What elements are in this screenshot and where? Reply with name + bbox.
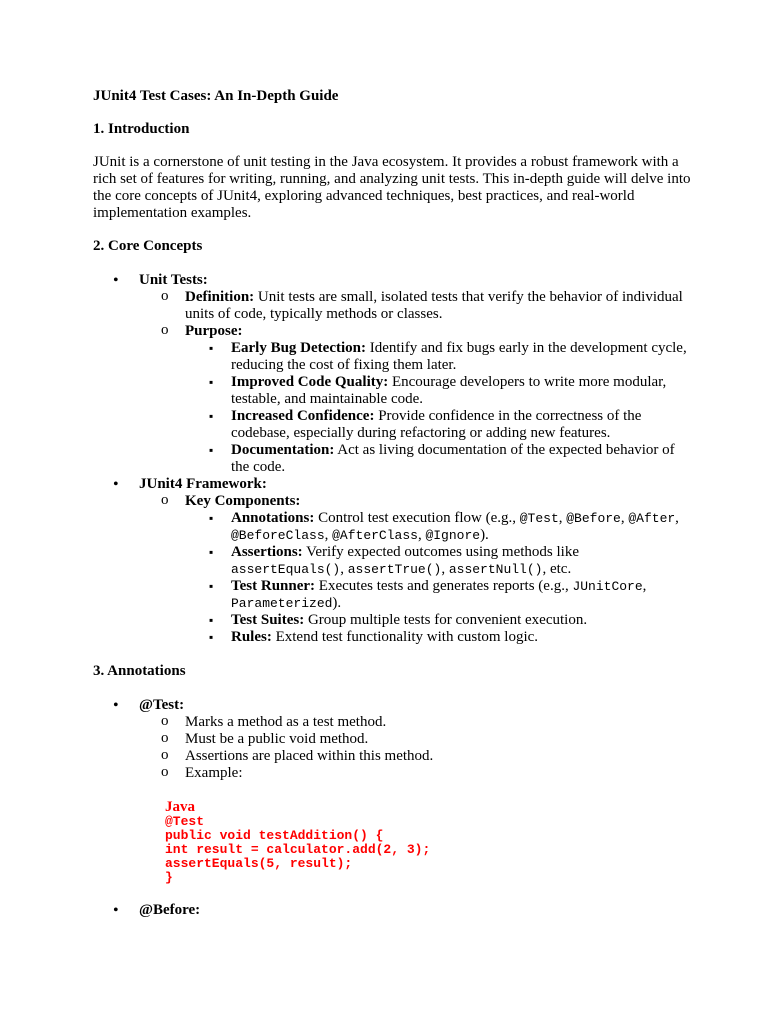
separator: , bbox=[324, 527, 333, 543]
inline-code: assertEquals() bbox=[231, 562, 341, 577]
inline-code: assertNull() bbox=[448, 562, 543, 577]
list-item-unit-tests bbox=[93, 272, 693, 476]
list-item bbox=[139, 714, 693, 731]
list-item-test-runner bbox=[185, 578, 693, 612]
item-text: Example: bbox=[185, 765, 243, 781]
core-concepts-list bbox=[93, 272, 693, 646]
list-item-junit4-framework bbox=[93, 476, 693, 646]
assertions-text: Verify expected outcomes using methods like bbox=[302, 544, 579, 560]
list-item bbox=[139, 765, 693, 782]
square-marker: ▪ bbox=[209, 545, 214, 559]
list-item-documentation bbox=[185, 442, 693, 476]
separator: , bbox=[441, 561, 449, 577]
square-marker: ▪ bbox=[209, 630, 214, 644]
circle-marker: o bbox=[161, 730, 169, 746]
item-text: Identify and fix bugs early in the development cycle, reducing the cost of fixing them later. bbox=[231, 340, 687, 373]
item-text: Act as living documentation of the expected behavior of the code. bbox=[231, 442, 675, 475]
list-item-test-suites bbox=[185, 612, 693, 629]
code-line: public void testAddition() { bbox=[165, 828, 384, 843]
inline-code: @BeforeClass bbox=[231, 528, 325, 543]
list-item-before-annotation bbox=[93, 902, 693, 919]
test-annotation-sublist bbox=[139, 714, 693, 782]
circle-marker: o bbox=[161, 713, 169, 729]
definition-label: Definition: bbox=[185, 289, 255, 305]
list-item-increased-confidence bbox=[185, 408, 693, 442]
square-marker: ▪ bbox=[209, 341, 214, 355]
square-marker: ▪ bbox=[209, 613, 214, 627]
code-line: @Test bbox=[165, 814, 205, 829]
before-annotation-label: @Before: bbox=[139, 902, 201, 918]
test-runner-tail: ). bbox=[332, 595, 342, 611]
item-text: Marks a method as a test method. bbox=[185, 714, 387, 730]
list-item-assertions bbox=[185, 544, 693, 578]
section-heading-introduction: 1. Introduction bbox=[93, 121, 190, 137]
annotations-text: Control test execution flow (e.g., bbox=[314, 510, 520, 526]
document-title: JUnit4 Test Cases: An In-Depth Guide bbox=[93, 88, 339, 104]
annotations-label: Annotations: bbox=[231, 510, 315, 526]
inline-code: JUnitCore bbox=[572, 579, 643, 594]
list-item-early-bug-detection bbox=[185, 340, 693, 374]
square-marker: ▪ bbox=[209, 579, 214, 593]
test-suites-label: Test Suites: bbox=[231, 612, 305, 628]
definition-text: Unit tests are small, isolated tests that verify the behavior of individual units of code, typically methods or classes. bbox=[185, 289, 683, 322]
inline-code: @After bbox=[628, 511, 676, 526]
circle-marker: o bbox=[161, 288, 169, 304]
circle-marker: o bbox=[161, 764, 169, 780]
item-label: Documentation: bbox=[231, 442, 335, 458]
code-language-label: Java bbox=[165, 799, 195, 815]
circle-marker: o bbox=[161, 322, 169, 338]
square-marker: ▪ bbox=[209, 443, 214, 457]
item-label: Early Bug Detection: bbox=[231, 340, 366, 356]
framework-sublist bbox=[139, 493, 693, 646]
introduction-paragraph: JUnit is a cornerstone of unit testing in the Java ecosystem. It provides a robust framework with a rich set of features for writing, running, and analyzing unit tests. This in-depth guide will delve into the core concepts of JUnit4, exploring advanced techniques, best practices, and real-world implementation examples. bbox=[93, 154, 691, 221]
separator: , bbox=[417, 527, 426, 543]
test-annotation-label: @Test: bbox=[139, 697, 185, 713]
purpose-label: Purpose: bbox=[185, 323, 243, 339]
key-components-sublist bbox=[185, 510, 693, 646]
test-runner-label: Test Runner: bbox=[231, 578, 316, 594]
square-marker: ▪ bbox=[209, 409, 214, 423]
item-label: Improved Code Quality: bbox=[231, 374, 389, 390]
rules-label: Rules: bbox=[231, 629, 272, 645]
item-text: Assertions are placed within this method. bbox=[185, 748, 434, 764]
bullet-marker: • bbox=[113, 697, 119, 714]
inline-code: assertTrue() bbox=[347, 562, 442, 577]
annotations-tail: ). bbox=[480, 527, 489, 543]
test-suites-text: Group multiple tests for convenient execution. bbox=[304, 612, 588, 628]
inline-code: @AfterClass bbox=[332, 528, 418, 543]
unit-tests-sublist bbox=[139, 289, 693, 476]
separator: , bbox=[620, 510, 629, 526]
section-heading-core-concepts: 2. Core Concepts bbox=[93, 238, 203, 254]
code-example bbox=[139, 800, 693, 885]
item-text: Provide confidence in the correctness of the codebase, especially during refactoring or adding new features. bbox=[231, 408, 642, 441]
inline-code: @Ignore bbox=[425, 528, 481, 543]
separator: , bbox=[340, 561, 348, 577]
section-heading-annotations: 3. Annotations bbox=[93, 663, 186, 679]
code-line: } bbox=[165, 870, 173, 885]
separator: , bbox=[558, 510, 567, 526]
inline-code: @Before bbox=[566, 511, 621, 526]
list-item-rules bbox=[185, 629, 693, 646]
list-item-improved-code-quality bbox=[185, 374, 693, 408]
list-item bbox=[139, 748, 693, 765]
annotations-list bbox=[93, 697, 693, 919]
item-text: Encourage developers to write more modular, testable, and maintainable code. bbox=[231, 374, 667, 407]
bullet-marker: • bbox=[113, 902, 119, 919]
circle-marker: o bbox=[161, 747, 169, 763]
code-line: int result = calculator.add(2, 3); bbox=[165, 842, 431, 857]
list-item-test-annotation bbox=[93, 697, 693, 885]
document-body bbox=[93, 87, 693, 919]
assertions-tail: , etc. bbox=[542, 561, 572, 577]
list-item-purpose bbox=[139, 323, 693, 476]
purpose-sublist bbox=[185, 340, 693, 476]
list-item-key-components bbox=[139, 493, 693, 646]
separator: , bbox=[642, 578, 647, 594]
circle-marker: o bbox=[161, 492, 169, 508]
item-label: Increased Confidence: bbox=[231, 408, 375, 424]
rules-text: Extend test functionality with custom logic. bbox=[271, 629, 539, 645]
key-components-label: Key Components: bbox=[185, 493, 301, 509]
list-item-definition bbox=[139, 289, 693, 323]
inline-code: @Test bbox=[519, 511, 559, 526]
bullet-marker: • bbox=[113, 272, 119, 289]
list-item-annotations bbox=[185, 510, 693, 544]
square-marker: ▪ bbox=[209, 511, 214, 525]
separator: , bbox=[675, 510, 679, 526]
assertions-label: Assertions: bbox=[231, 544, 303, 560]
unit-tests-label: Unit Tests: bbox=[139, 272, 208, 288]
square-marker: ▪ bbox=[209, 375, 214, 389]
bullet-marker: • bbox=[113, 476, 119, 493]
item-text: Must be a public void method. bbox=[185, 731, 369, 747]
list-item bbox=[139, 731, 693, 748]
code-line: assertEquals(5, result); bbox=[165, 856, 353, 871]
junit4-framework-label: JUnit4 Framework: bbox=[139, 476, 267, 492]
inline-code: Parameterized bbox=[231, 596, 333, 611]
test-runner-text: Executes tests and generates reports (e.g., bbox=[315, 578, 573, 594]
